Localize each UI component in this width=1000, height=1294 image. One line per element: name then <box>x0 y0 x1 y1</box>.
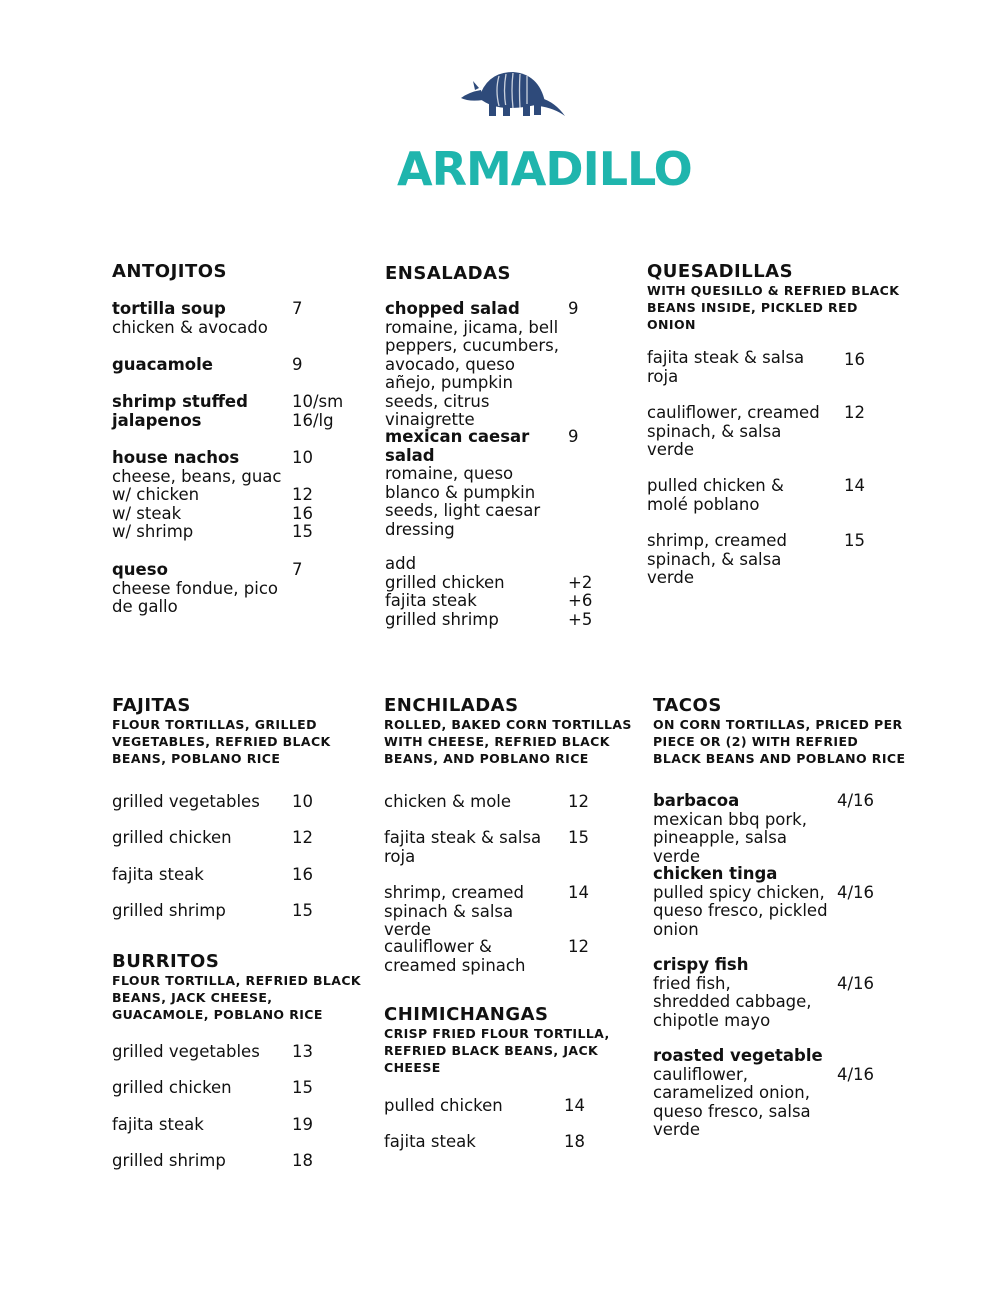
item-price: 18 <box>564 1132 585 1151</box>
armadillo-icon <box>459 68 567 120</box>
menu-item <box>647 404 887 460</box>
menu-item <box>647 477 887 514</box>
item-price: 10 <box>292 448 313 467</box>
brand-name: ARMADILLO <box>397 142 692 196</box>
item-price: 4/16 <box>837 973 875 993</box>
menu-item <box>112 902 352 921</box>
item-price: 9 <box>292 355 303 374</box>
item-price: 14 <box>564 1096 585 1115</box>
section-subtitle: FLOUR TORTILLA, REFRIED BLACK BEANS, JACK CHEESE, GUACAMOLE, POBLANO RICE <box>112 973 362 1022</box>
item-price: 9 <box>568 299 579 318</box>
menu-item <box>385 300 625 430</box>
item-price: 15 <box>292 901 313 920</box>
item-name: house nachos <box>112 448 240 467</box>
item-price: 14 <box>568 883 589 902</box>
item-price: 12 <box>568 792 589 811</box>
add-price: +6 <box>568 591 593 610</box>
option-label: w/ steak <box>112 503 182 523</box>
item-label: shrimp, creamed spinach, & salsa verde <box>647 531 787 587</box>
add-price: +2 <box>568 572 593 592</box>
menu-item <box>384 1133 624 1152</box>
item-label: cauliflower, creamed spinach, & salsa verde <box>647 403 820 459</box>
option-label: cheese, beans, guac <box>112 466 282 486</box>
menu-item <box>653 1047 893 1140</box>
item-price: 16 <box>844 350 865 369</box>
menu-item <box>647 349 887 386</box>
item-price: 19 <box>292 1115 313 1134</box>
item-price: 12 <box>844 403 865 422</box>
section-ensaladas <box>385 264 625 284</box>
option-label: w/ chicken <box>112 485 200 504</box>
add-label-text: grilled chicken <box>385 572 505 592</box>
section-tacos <box>653 696 908 767</box>
section-title: BURRITOS <box>112 951 220 972</box>
menu-item <box>112 449 352 542</box>
item-desc: fried fish, shredded cabbage, chipotle mayo <box>653 973 812 1030</box>
add-label-text: fajita steak <box>385 591 477 610</box>
item-desc: romaine, jicama, bell peppers, cucumbers, avocado, queso añejo, pumpkin seeds, citrus vinaigrette <box>385 317 559 429</box>
item-label: fajita steak <box>112 1115 204 1134</box>
section-chimichangas <box>384 1005 634 1076</box>
menu-item <box>653 792 893 866</box>
item-name: guacamole <box>112 355 213 374</box>
item-label: cauliflower & creamed spinach <box>384 937 526 975</box>
item-price: 16/lg <box>292 410 334 430</box>
section-subtitle: ROLLED, BAKED CORN TORTILLAS WITH CHEESE, REFRIED BLACK BEANS, AND POBLANO RICE <box>384 717 632 766</box>
item-price: 4/16 <box>837 1064 875 1084</box>
menu-item <box>112 300 352 337</box>
item-price: 18 <box>292 1151 313 1170</box>
menu-item <box>112 1116 352 1135</box>
section-quesadillas <box>647 262 907 333</box>
menu-item <box>112 1043 352 1062</box>
item-label: grilled vegetables <box>112 792 260 811</box>
item-price: 16 <box>292 865 313 884</box>
section-enchiladas <box>384 696 634 767</box>
section-burritos <box>112 952 362 1023</box>
item-label: pulled chicken & molé poblano <box>647 476 784 514</box>
section-subtitle: WITH QUESILLO & REFRIED BLACK BEANS INSIDE, PICKLED RED ONION <box>647 283 900 332</box>
item-desc: mexican bbq pork, pineapple, salsa verde <box>653 809 807 866</box>
menu-item <box>112 866 352 885</box>
menu-item <box>112 829 352 848</box>
item-price: 4/16 <box>837 791 875 810</box>
menu-item <box>384 793 624 812</box>
menu-item <box>653 956 893 1030</box>
menu-item <box>112 1079 352 1098</box>
item-name: shrimp stuffed <box>112 392 248 411</box>
item-name: roasted vegetable <box>653 1046 823 1065</box>
item-price: 10 <box>292 792 313 811</box>
item-price: 7 <box>292 299 303 318</box>
item-price: 12 <box>568 937 589 956</box>
item-price: 10/sm <box>292 392 344 411</box>
item-desc: chicken & avocado <box>112 317 268 337</box>
section-subtitle: FLOUR TORTILLAS, GRILLED VEGETABLES, REFRIED BLACK BEANS, POBLANO RICE <box>112 717 331 766</box>
section-subtitle: CRISP FRIED FLOUR TORTILLA, REFRIED BLACK BEANS, JACK CHEESE <box>384 1026 610 1075</box>
menu-item <box>647 532 887 588</box>
menu-item <box>112 793 352 812</box>
menu-item <box>384 829 624 866</box>
menu-item <box>112 561 352 617</box>
section-title: ENCHILADAS <box>384 695 519 716</box>
section-subtitle: ON CORN TORTILLAS, PRICED PER PIECE OR (2) WITH REFRIED BLACK BEANS AND POBLANO RICE <box>653 717 906 766</box>
menu-item <box>653 865 893 939</box>
item-label: fajita steak & salsa roja <box>647 348 805 386</box>
item-price: 15 <box>844 531 865 550</box>
item-desc: cauliflower, caramelized onion, queso fresco, salsa verde <box>653 1064 811 1139</box>
section-title: ENSALADAS <box>385 263 511 284</box>
section-fajitas <box>112 696 362 767</box>
item-label: grilled shrimp <box>112 901 226 920</box>
menu-item <box>112 393 352 430</box>
menu-item <box>384 1097 624 1116</box>
option-label: w/ shrimp <box>112 522 194 541</box>
item-name: chopped salad <box>385 299 520 318</box>
item-name: tortilla soup <box>112 299 226 318</box>
section-title: QUESADILLAS <box>647 261 794 282</box>
option-price: 12 <box>292 485 313 504</box>
add-row <box>385 574 625 593</box>
add-ons <box>385 555 625 629</box>
item-desc: romaine, queso blanco & pumpkin seeds, light caesar dressing <box>385 464 541 539</box>
item-label: fajita steak & salsa roja <box>384 828 542 866</box>
section-title: CHIMICHANGAS <box>384 1004 549 1025</box>
item-price: 9 <box>568 427 579 446</box>
add-price: +5 <box>568 609 593 629</box>
item-name: chicken tinga <box>653 864 778 883</box>
item-name: jalapenos <box>112 410 202 430</box>
add-label-text: grilled shrimp <box>385 609 499 629</box>
item-price: 15 <box>292 1078 313 1097</box>
option-price: 15 <box>292 522 313 541</box>
item-desc: pulled spicy chicken, queso fresco, pickled onion <box>653 882 828 939</box>
item-label: fajita steak <box>384 1132 476 1151</box>
section-title: ANTOJITOS <box>112 261 228 282</box>
item-label: grilled shrimp <box>112 1151 226 1170</box>
add-row <box>385 611 625 630</box>
add-row <box>385 592 625 611</box>
section-antojitos <box>112 262 352 282</box>
option-row <box>112 486 352 505</box>
item-price: 4/16 <box>837 882 875 902</box>
menu-item <box>385 428 625 539</box>
item-name: queso <box>112 560 168 579</box>
section-title: FAJITAS <box>112 695 191 716</box>
item-name: crispy fish <box>653 955 749 974</box>
item-name: barbacoa <box>653 791 740 810</box>
option-row <box>112 505 352 524</box>
item-label: grilled chicken <box>112 828 232 847</box>
item-price: 14 <box>844 476 865 495</box>
section-title: TACOS <box>653 695 722 716</box>
option-price: 16 <box>292 503 313 523</box>
item-price: 13 <box>292 1042 313 1061</box>
logo <box>397 68 692 196</box>
menu-item <box>112 1152 352 1171</box>
item-desc: cheese fondue, pico de gallo <box>112 578 278 616</box>
item-price: 15 <box>568 828 589 847</box>
option-row <box>112 468 352 487</box>
add-label: add <box>385 554 417 573</box>
option-row <box>112 523 352 542</box>
item-label: grilled chicken <box>112 1078 232 1097</box>
menu-item <box>384 884 624 940</box>
menu-item <box>112 356 352 375</box>
item-price: 7 <box>292 560 303 579</box>
item-label: shrimp, creamed spinach & salsa verde <box>384 883 524 939</box>
item-label: pulled chicken <box>384 1096 503 1115</box>
item-label: grilled vegetables <box>112 1042 260 1061</box>
menu-item <box>384 938 624 975</box>
item-name: mexican caesar salad <box>385 427 530 465</box>
item-label: fajita steak <box>112 865 204 884</box>
item-price: 12 <box>292 828 313 847</box>
item-label: chicken & mole <box>384 792 512 811</box>
